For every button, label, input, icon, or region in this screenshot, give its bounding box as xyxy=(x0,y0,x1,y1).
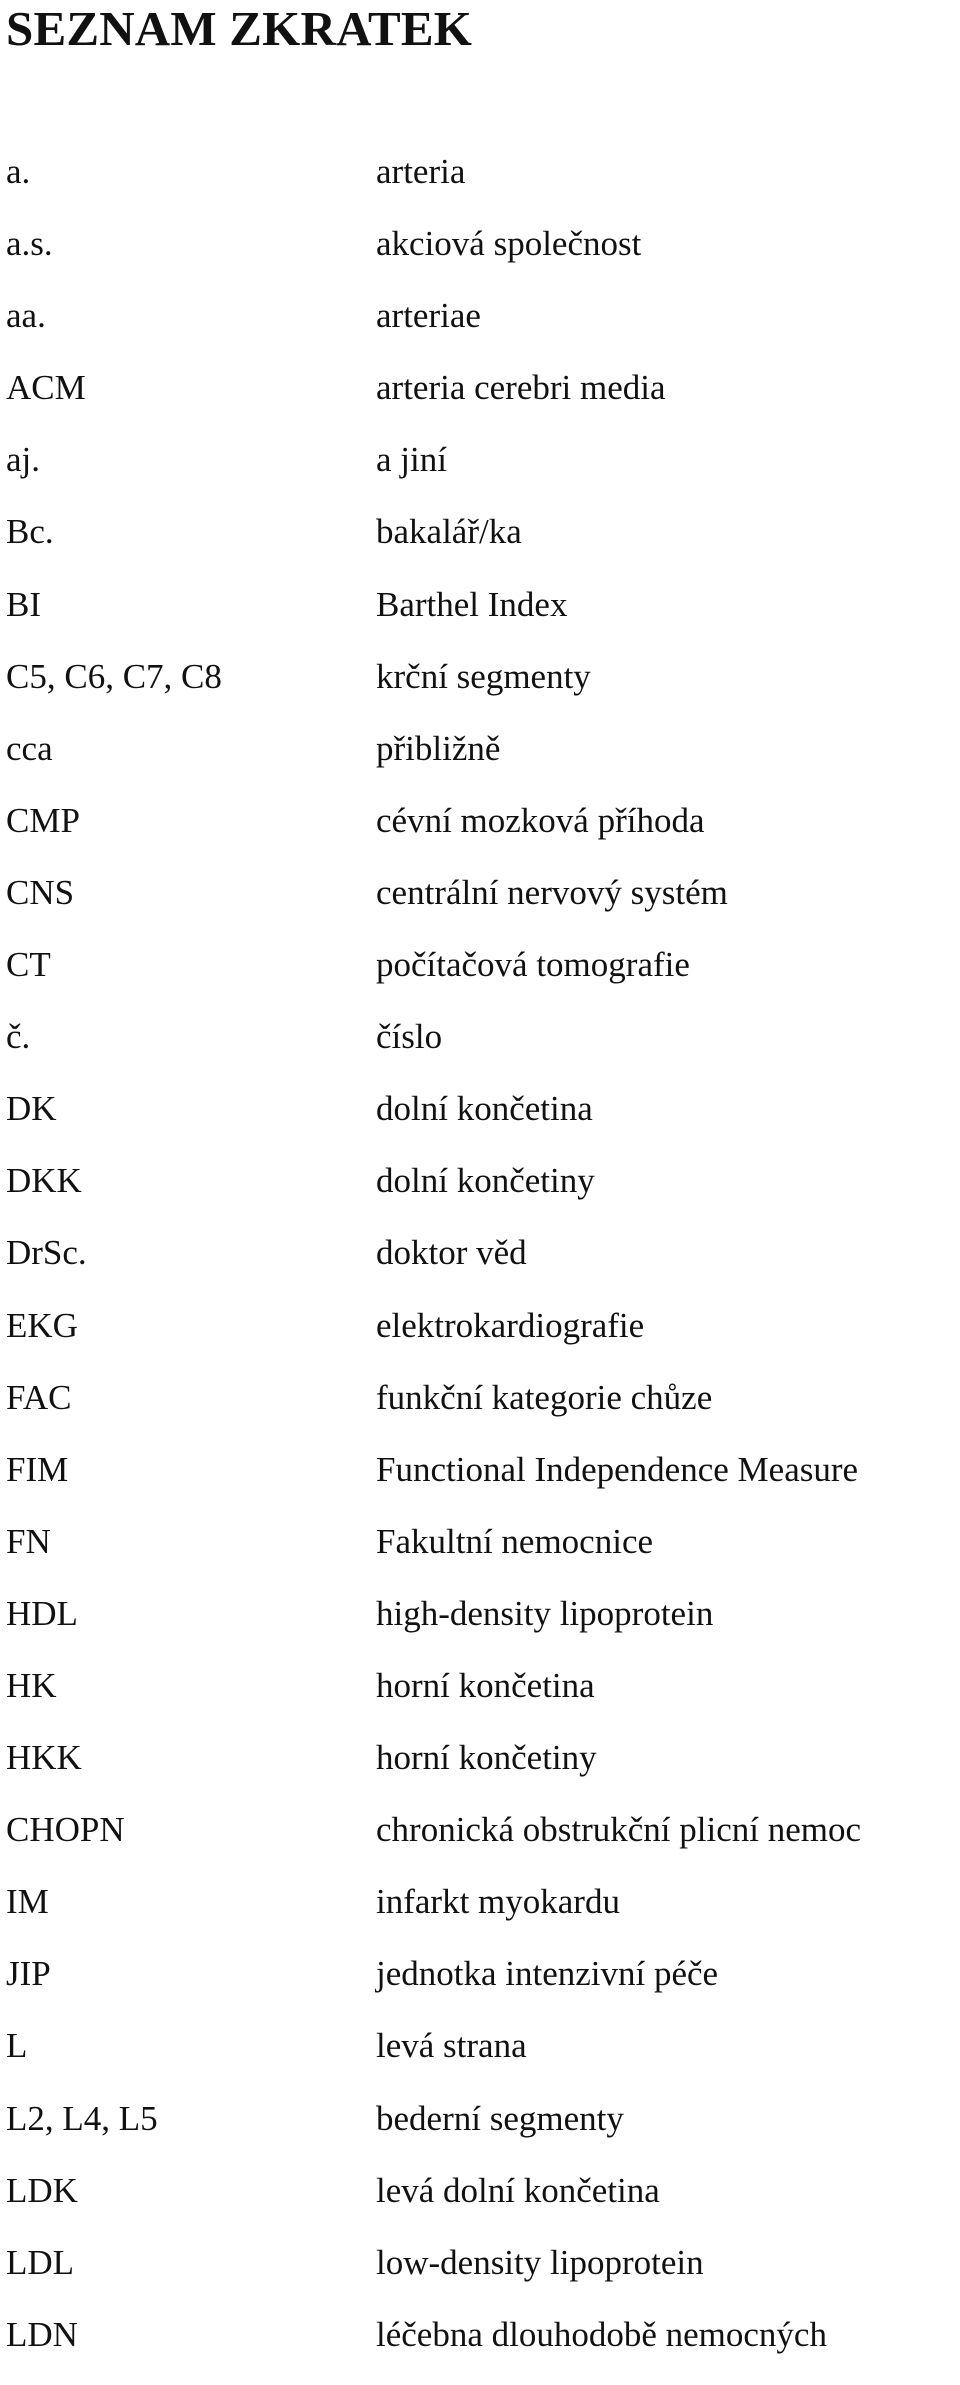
abbreviation-term: CNS xyxy=(6,872,75,912)
abbreviation-term: CMP xyxy=(6,800,80,840)
abbreviation-term: FAC xyxy=(6,1377,72,1417)
abbreviation-entry xyxy=(6,438,960,510)
abbreviation-meaning: arteria cerebri media xyxy=(376,368,666,408)
abbreviation-term: HDL xyxy=(6,1593,78,1633)
abbreviation-term: ACM xyxy=(6,368,86,408)
abbreviation-entry xyxy=(6,799,960,871)
abbreviation-entry xyxy=(6,655,960,727)
abbreviation-entry xyxy=(6,1880,960,1952)
abbreviation-entry xyxy=(6,1808,960,1880)
abbreviation-term: HKK xyxy=(6,1738,82,1778)
abbreviation-term: a. xyxy=(6,152,31,191)
abbreviation-entry xyxy=(6,366,960,438)
abbreviation-meaning: high-density lipoprotein xyxy=(376,1593,714,1633)
abbreviation-term: cca xyxy=(6,728,53,768)
abbreviation-entry xyxy=(6,1664,960,1736)
abbreviation-entry xyxy=(6,1231,960,1303)
abbreviation-meaning: Fakultní nemocnice xyxy=(376,1521,654,1561)
abbreviation-term: EKG xyxy=(6,1305,78,1345)
abbreviation-entry xyxy=(6,727,960,799)
abbreviation-meaning: Functional Independence Measure xyxy=(376,1449,859,1489)
abbreviation-term: DrSc. xyxy=(6,1233,87,1273)
abbreviation-meaning: arteriae xyxy=(376,296,481,336)
abbreviation-term: JIP xyxy=(6,1954,51,1994)
abbreviation-entry xyxy=(6,1520,960,1592)
abbreviation-entry xyxy=(6,1736,960,1808)
abbreviation-entry xyxy=(6,2313,960,2385)
abbreviation-entry xyxy=(6,2024,960,2096)
abbreviation-meaning: dolní končetiny xyxy=(376,1161,595,1201)
abbreviation-term: LDK xyxy=(6,2170,78,2210)
abbreviation-entry xyxy=(6,1376,960,1448)
page-title: SEZNAM ZKRATEK xyxy=(6,1,473,56)
abbreviation-meaning: bederní segmenty xyxy=(376,2098,624,2138)
abbreviation-meaning: low-density lipoprotein xyxy=(376,2242,704,2282)
abbreviation-meaning: horní končetiny xyxy=(376,1738,597,1778)
abbreviation-entry xyxy=(6,871,960,943)
abbreviation-term: IM xyxy=(6,1882,49,1922)
abbreviation-term: CT xyxy=(6,945,51,985)
abbreviation-meaning: levá dolní končetina xyxy=(376,2170,660,2210)
abbreviation-meaning: krční segmenty xyxy=(376,656,591,696)
abbreviation-term: L xyxy=(6,2026,28,2066)
abbreviation-meaning: funkční kategorie chůze xyxy=(376,1377,713,1417)
abbreviation-meaning: a jiní xyxy=(376,440,447,480)
abbreviation-term: a.s. xyxy=(6,224,53,264)
abbreviation-entry xyxy=(6,1304,960,1376)
abbreviation-entry xyxy=(6,1448,960,1520)
abbreviation-entry xyxy=(6,1592,960,1664)
abbreviation-term: HK xyxy=(6,1665,57,1705)
abbreviation-term: č. xyxy=(6,1017,31,1057)
abbreviation-term: BI xyxy=(6,584,41,624)
abbreviation-term: L2, L4, L5 xyxy=(6,2098,158,2138)
abbreviation-list xyxy=(6,150,960,2385)
abbreviation-term: DKK xyxy=(6,1161,82,1201)
abbreviation-term: aa. xyxy=(6,296,46,336)
abbreviation-entry xyxy=(6,510,960,582)
abbreviation-entry xyxy=(6,2097,960,2169)
abbreviation-term: Bc. xyxy=(6,512,54,552)
abbreviation-entry xyxy=(6,1159,960,1231)
abbreviation-entry xyxy=(6,943,960,1015)
abbreviation-term: LDN xyxy=(6,2314,78,2354)
abbreviation-meaning: číslo xyxy=(376,1017,443,1057)
abbreviation-term: FIM xyxy=(6,1449,69,1489)
abbreviation-meaning: bakalář/ka xyxy=(376,512,522,552)
abbreviation-meaning: doktor věd xyxy=(376,1233,527,1273)
abbreviation-entry xyxy=(6,1087,960,1159)
abbreviation-entry xyxy=(6,1952,960,2024)
abbreviation-term: CHOPN xyxy=(6,1810,125,1850)
abbreviation-meaning: akciová společnost xyxy=(376,224,642,264)
abbreviation-meaning: počítačová tomografie xyxy=(376,945,690,985)
abbreviation-entry xyxy=(6,222,960,294)
abbreviation-meaning: Barthel Index xyxy=(376,584,568,624)
abbreviation-meaning: chronická obstrukční plicní nemoc xyxy=(376,1810,861,1850)
abbreviation-term: FN xyxy=(6,1521,51,1561)
abbreviation-meaning: léčebna dlouhodobě nemocných xyxy=(376,2314,827,2354)
abbreviation-entry xyxy=(6,150,960,222)
abbreviation-term: DK xyxy=(6,1089,57,1129)
abbreviation-meaning: jednotka intenzivní péče xyxy=(376,1954,719,1994)
abbreviation-meaning: horní končetina xyxy=(376,1665,595,1705)
abbreviation-entry xyxy=(6,1015,960,1087)
abbreviation-entry xyxy=(6,294,960,366)
abbreviation-meaning: arteria xyxy=(376,152,466,191)
abbreviation-meaning: dolní končetina xyxy=(376,1089,593,1129)
abbreviation-meaning: levá strana xyxy=(376,2026,527,2066)
abbreviation-term: LDL xyxy=(6,2242,75,2282)
abbreviation-term: C5, C6, C7, C8 xyxy=(6,656,222,696)
abbreviation-meaning: elektrokardiografie xyxy=(376,1305,645,1345)
abbreviation-entry xyxy=(6,583,960,655)
abbreviation-entry xyxy=(6,2169,960,2241)
abbreviation-meaning: centrální nervový systém xyxy=(376,872,728,912)
abbreviation-entry xyxy=(6,2241,960,2313)
abbreviation-meaning: cévní mozková příhoda xyxy=(376,800,705,840)
abbreviation-meaning: infarkt myokardu xyxy=(376,1882,620,1922)
abbreviation-meaning: přibližně xyxy=(376,728,501,768)
abbreviation-term: aj. xyxy=(6,440,41,480)
